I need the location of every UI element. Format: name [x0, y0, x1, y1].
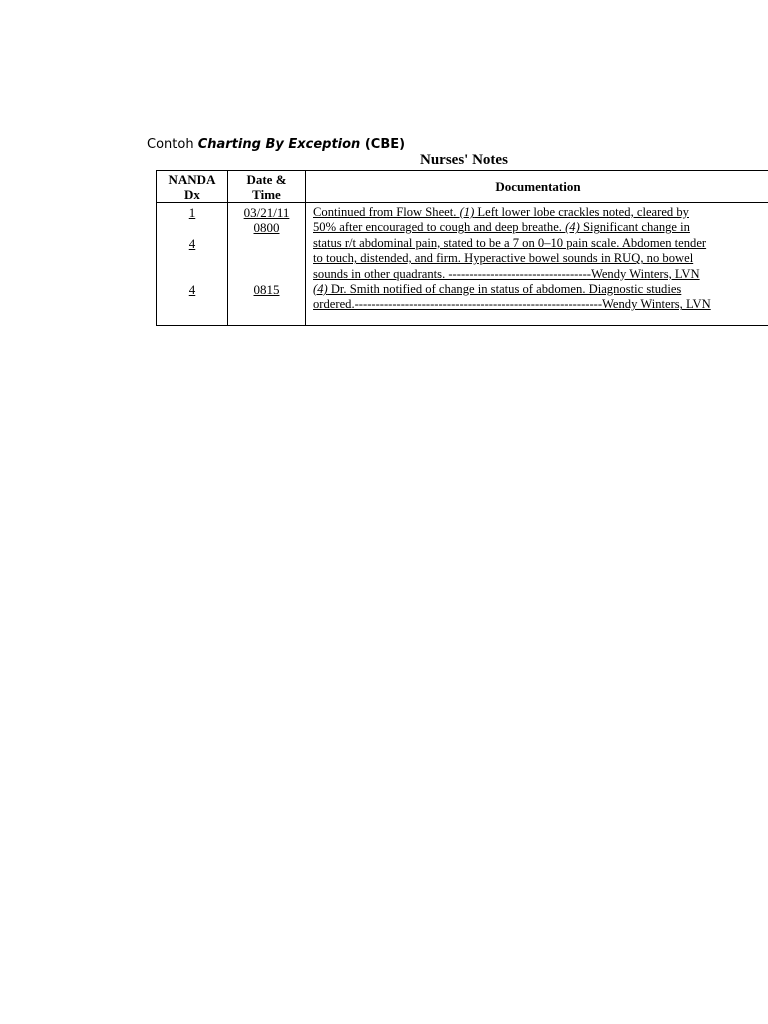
heading-emphasis: Charting By Exception	[197, 137, 361, 152]
header-divider	[157, 202, 768, 203]
header-nanda-line2: Dx	[184, 187, 200, 202]
doc-line: status r/t abdominal pain, stated to be a 7 on 0–10 pain scale. Abdomen tender	[313, 235, 707, 250]
doc-line: to touch, distended, and firm. Hyperactive bowel sounds in RUQ, no bowel	[313, 251, 694, 266]
dx-value: 4	[188, 282, 196, 297]
doc-line: sounds in other quadrants. ----------------------------------Wendy Winters, LVN	[313, 266, 700, 281]
entry-time: 0800	[253, 220, 280, 235]
dx-value: 1	[188, 205, 196, 220]
doc-line: ordered.-----------------------------------------------------------Wendy Winters, LVN	[313, 297, 711, 312]
header-documentation: Documentation	[495, 179, 581, 194]
column-divider	[305, 171, 306, 325]
nurses-notes-table	[156, 170, 768, 326]
heading-suffix: (CBE)	[360, 137, 406, 152]
header-datetime-line1: Date &	[246, 172, 287, 187]
entry-time: 0815	[253, 282, 280, 297]
header-nanda-line1: NANDA	[168, 172, 216, 187]
page-heading	[147, 137, 405, 152]
dx-value: 4	[188, 236, 196, 251]
header-nanda-dx	[157, 172, 227, 202]
doc-line: 50% after encouraged to cough and deep breathe. (4) Significant change in	[313, 220, 690, 235]
header-datetime-line2: Time	[252, 187, 281, 202]
doc-line: (4) Dr. Smith notified of change in status of abdomen. Diagnostic studies	[313, 282, 682, 297]
table-title: Nurses' Notes	[420, 152, 508, 168]
doc-line: Continued from Flow Sheet. (1) Left lower lobe crackles noted, cleared by	[313, 205, 689, 219]
heading-prefix: Contoh	[147, 137, 198, 152]
header-date-time	[228, 172, 305, 202]
entry-date: 03/21/11	[243, 205, 290, 220]
documentation-text	[313, 205, 768, 313]
